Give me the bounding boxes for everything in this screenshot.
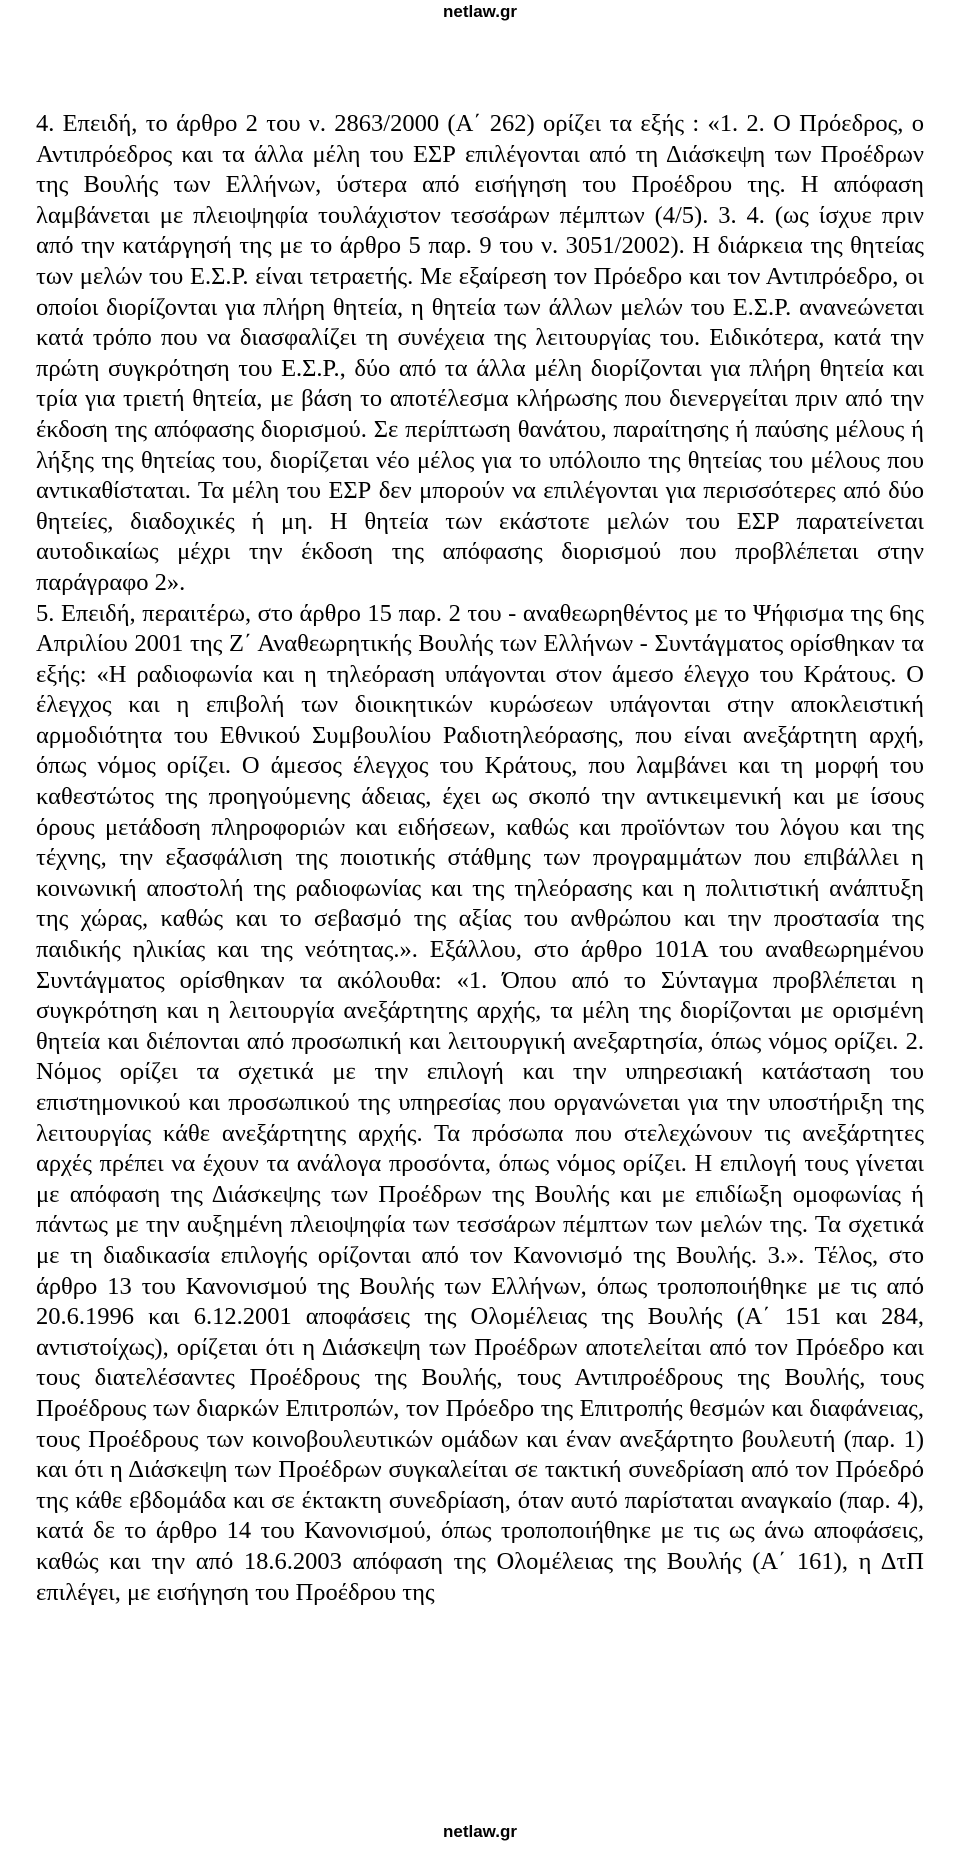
- page-footer-site-name: netlaw.gr: [443, 1822, 517, 1841]
- page-header-site-name: netlaw.gr: [443, 2, 517, 21]
- paragraph-5: 5. Επειδή, περαιτέρω, στο άρθρο 15 παρ. 2 του - αναθεωρηθέντος με το Ψήφισμα της 6ης Απριλίου 2001 της Ζ΄ Αναθεωρητικής Βουλής των Ελλήνων - Συντάγματος ορίσθηκαν τα εξής: «Η ραδιοφωνία και η τηλεόραση υπάγονται στον άμεσο έλεγχο του Κράτους. Ο έλεγχος και η επιβολή των διοικητικών κυρώσεων υπάγονται στην αποκλειστική αρμοδιότητα του Εθνικού Συμβουλίου Ραδιοτηλεόρασης, που είναι ανεξάρτητη αρχή, όπως νόμος ορίζει. Ο άμεσος έλεγχος του Κράτους, που λαμβάνει και τη μορφή του καθεστώτος της προηγούμενης άδειας, έχει ως σκοπό την αντικειμενική και με ίσους όρους μετάδοση πληροφοριών και ειδήσεων, καθώς και προϊόντων του λόγου και της τέχνης, την εξασφάλιση της ποιοτικής στάθμης των προγραμμάτων που επιβάλλει η κοινωνική αποστολή της ραδιοφωνίας και της τηλεόρασης και η πολιτιστική ανάπτυξη της χώρας, καθώς και το σεβασμό της αξίας του ανθρώπου και την προστασία της παιδικής ηλικίας και της νεότητας.». Εξάλλου, στο άρθρο 101Α του αναθεωρημένου Συντάγματος ορίσθηκαν τα ακόλουθα: «1. Όπου από το Σύνταγμα προβλέπεται η συγκρότηση και η λειτουργία ανεξάρτητης αρχής, τα μέλη της διορίζονται με ορισμένη θητεία και διέπονται από προσωπική και λειτουργική ανεξαρτησία, όπως νόμος ορίζει. 2. Νόμος ορίζει τα σχετικά με την επιλογή και την υπηρεσιακή κατάσταση του επιστημονικού και προσωπικού της υπηρεσίας που οργανώνεται για την υποστήριξη της λειτουργίας κάθε ανεξάρτητης αρχής. Τα πρόσωπα που στελεχώνουν τις ανεξάρτητες αρχές πρέπει να έχουν τα ανάλογα προσόντα, όπως νόμος ορίζει. Η επιλογή τους γίνεται με απόφαση της Διάσκεψης των Προέδρων της Βουλής και με επιδίωξη ομοφωνίας ή πάντως με την αυξημένη πλειοψηφία των τεσσάρων πέμπτων των μελών της. Τα σχετικά με τη διαδικασία επιλογής ορίζονται από τον Κανονισμό της Βουλής. 3.». Τέλος, στο άρθρο 13 του Κανονισμού της Βουλής των Ελλήνων, όπως τροποποιήθηκε με τις από 20.6.1996 και 6.12.2001 αποφάσεις της Ολομέλειας της Βουλής (Α΄ 151 και 284, αντιστοίχως), ορίζεται ότι η Διάσκεψη των Προέδρων αποτελείται από τον Πρόεδρο και τους διατελέσαντες Προέδρους της Βουλής, τους Αντιπροέδρους της Βουλής, τους Προέδρους των διαρκών Επιτροπών, τον Πρόεδρο της Επιτροπής θεσμών και διαφάνειας, τους Προέδρους των κοινοβουλευτικών ομάδων και έναν ανεξάρτητο βουλευτή (παρ. 1) και ότι η Διάσκεψη των Προέδρων συγκαλείται σε τακτική συνεδρίαση από τον Πρόεδρό της κάθε εβδομάδα και σε έκτακτη συνεδρίαση, όταν αυτό παρίσταται αναγκαίο (παρ. 4), κατά δε το άρθρο 14 του Κανονισμού, όπως τροποποιήθηκε με τις ως άνω αποφάσεις, καθώς και την από 18.6.2003 απόφαση της Ολομέλειας της Βουλής (Α΄ 161), η ΔτΠ επιλέγει, με εισήγηση του Προέδρου της: [36, 599, 924, 1606]
- document-body: [36, 109, 924, 1608]
- paragraph-4: 4. Επειδή, το άρθρο 2 του ν. 2863/2000 (Α΄ 262) ορίζει τα εξής : «1. 2. Ο Πρόεδρος, ο Αντιπρόεδρος και τα άλλα μέλη του ΕΣΡ επιλέγονται από τη Διάσκεψη των Προέδρων της Βουλής των Ελλήνων, ύστερα από εισήγηση του Προέδρου της. Η απόφαση λαμβάνεται με πλειοψηφία τουλάχιστον τεσσάρων πέμπτων (4/5). 3. 4. (ως ίσχυε πριν από την κατάργησή της με το άρθρο 5 παρ. 9 του ν. 3051/2002). Η διάρκεια της θητείας των μελών του Ε.Σ.Ρ. είναι τετραετής. Με εξαίρεση τον Πρόεδρο και τον Αντιπρόεδρο, οι οποίοι διορίζονται για πλήρη θητεία, η θητεία των άλλων μελών του Ε.Σ.Ρ. ανανεώνεται κατά τρόπο που να διασφαλίζει τη συνέχεια της λειτουργίας του. Ειδικότερα, κατά την πρώτη συγκρότηση του Ε.Σ.Ρ., δύο από τα άλλα μέλη διορίζονται για πλήρη θητεία και τρία για τριετή θητεία, με βάση το αποτέλεσμα κλήρωσης που διενεργείται πριν από την έκδοση της απόφασης διορισμού. Σε περίπτωση θανάτου, παραίτησης ή παύσης μέλους ή λήξης της θητείας του, διορίζεται νέο μέλος για το υπόλοιπο της θητείας του μέλους που αντικαθίσταται. Τα μέλη του ΕΣΡ δεν μπορούν να επιλέγονται για περισσότερες από δύο θητείες, διαδοχικές ή μη. Η θητεία των εκάστοτε μελών του ΕΣΡ παρατείνεται αυτοδικαίως μέχρι την έκδοση της απόφασης διορισμού που προβλέπεται στην παράγραφο 2».: [36, 110, 924, 596]
